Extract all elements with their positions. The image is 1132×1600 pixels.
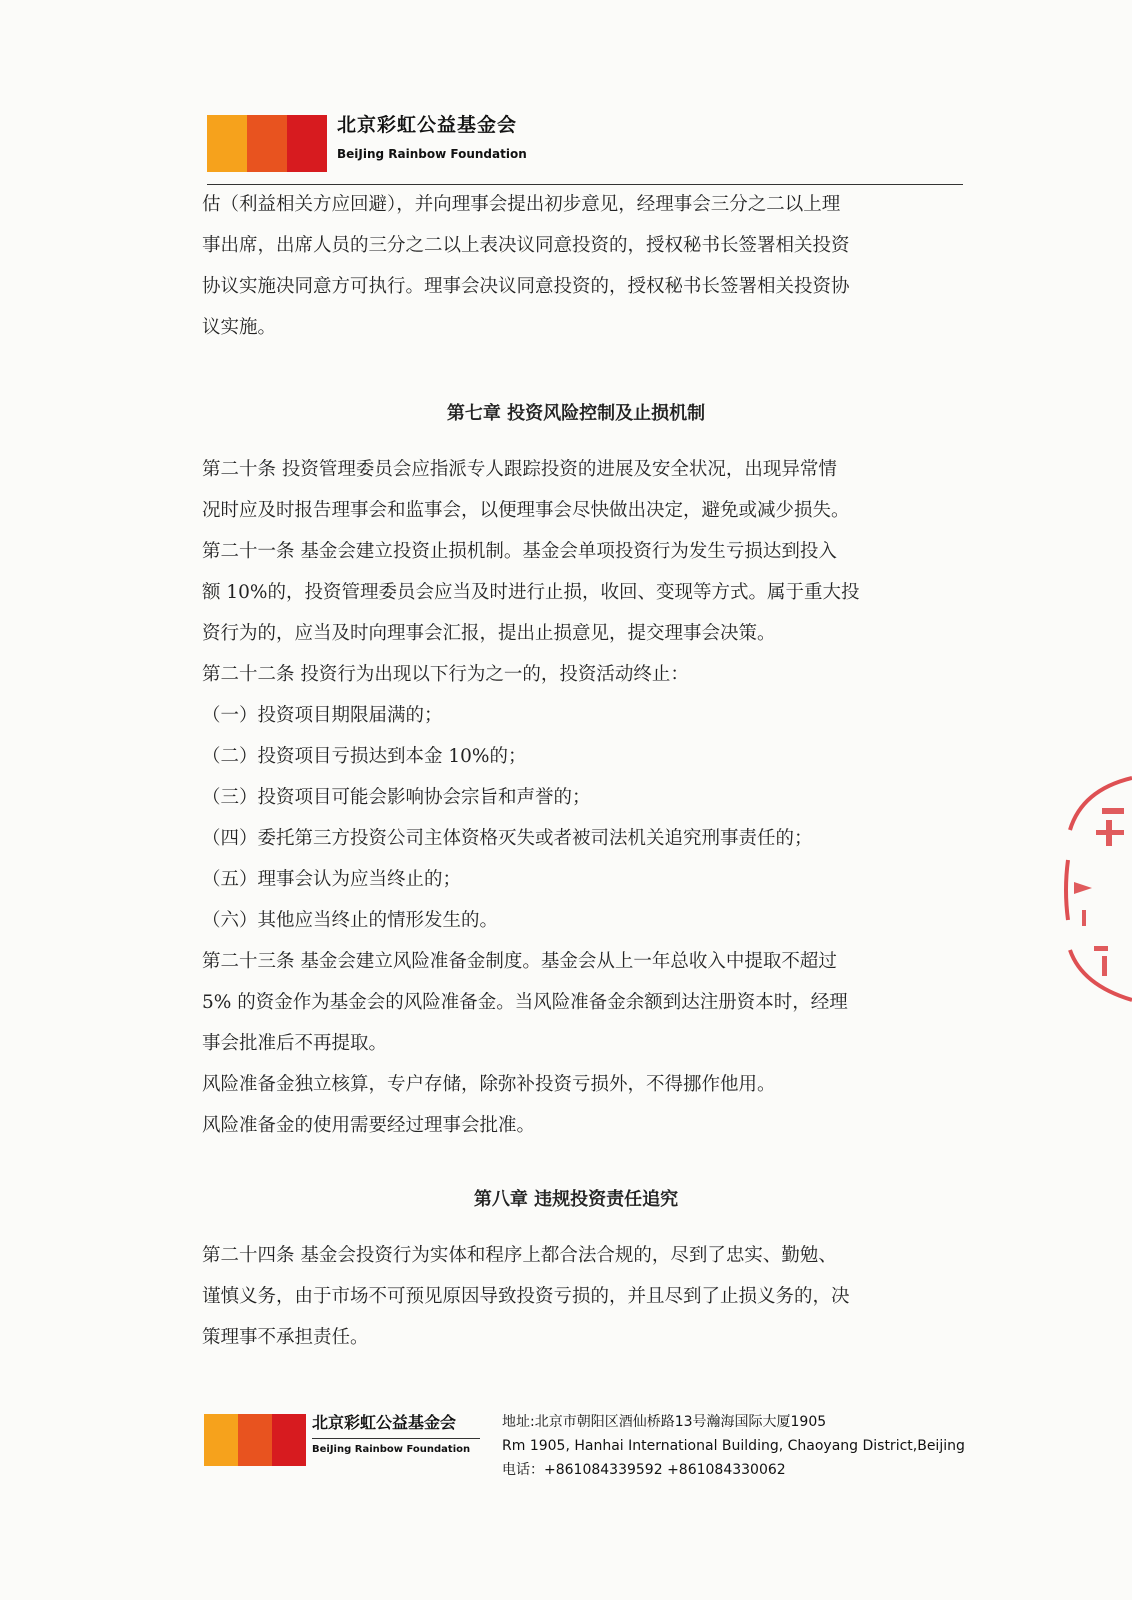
letterhead (207, 112, 963, 188)
article-24-line: 策理事不承担责任。 (202, 1327, 369, 1348)
article-20-line: 第二十条 投资管理委员会应指派专人跟踪投资的进展及安全状况，出现异常情 (202, 459, 837, 480)
article-22-item: （六）其他应当终止的情形发生的。 (202, 910, 499, 931)
footer-logo-icon (204, 1414, 306, 1466)
article-24-line: 第二十四条 基金会投资行为实体和程序上都合法合规的，尽到了忠实、勤勉、 (202, 1245, 837, 1266)
letterhead-footer (204, 1412, 1024, 1482)
article-21-line: 第二十一条 基金会建立投资止损机制。基金会单项投资行为发生亏损达到投入 (202, 541, 837, 562)
logo-red-orange-block (238, 1414, 272, 1466)
article-23-line: 5% 的资金作为基金会的风险准备金。当风险准备金余额到达注册资本时，经理 (202, 992, 848, 1013)
address-english: Rm 1905, Hanhai International Building, Chaoyang District,Beijing (502, 1438, 965, 1454)
phone-numbers: 电话：+861084339592 +861084330062 (502, 1462, 786, 1478)
footer-divider (312, 1438, 480, 1439)
intro-line: 协议实施决同意方可执行。理事会决议同意投资的，授权秘书长签署相关投资协 (202, 276, 850, 297)
article-22-item: （五）理事会认为应当终止的； (202, 869, 462, 890)
intro-line: 估（利益相关方应回避），并向理事会提出初步意见，经理事会三分之二以上理 (202, 194, 841, 215)
intro-line: 事出席，出席人员的三分之二以上表决议同意投资的，授权秘书长签署相关投资 (202, 235, 850, 256)
intro-line: 议实施。 (202, 317, 277, 338)
document-body (202, 184, 950, 1358)
letterhead-org-name (337, 112, 527, 162)
article-22-item: （二）投资项目亏损达到本金 10%的； (202, 746, 527, 767)
footer-contact (502, 1410, 965, 1482)
org-name-chinese: 北京彩虹公益基金会 (337, 114, 518, 136)
article-23-line: 风险准备金独立核算，专户存储，除弥补投资亏损外，不得挪作他用。 (202, 1074, 776, 1095)
article-22-item: （四）委托第三方投资公司主体资格灭失或者被司法机关追究刑事责任的； (202, 828, 813, 849)
article-24-line: 谨慎义务，由于市场不可预见原因导致投资亏损的，并且尽到了止损义务的，决 (202, 1286, 850, 1307)
article-22-item: （三）投资项目可能会影响协会宗旨和声誉的； (202, 787, 591, 808)
article-23-line: 第二十三条 基金会建立风险准备金制度。基金会从上一年总收入中提取不超过 (202, 951, 837, 972)
logo-red-block (287, 115, 327, 172)
article-21-line: 资行为的，应当及时向理事会汇报，提出止损意见，提交理事会决策。 (202, 623, 776, 644)
article-22-line: 第二十二条 投资行为出现以下行为之一的，投资活动终止： (202, 664, 689, 685)
seal-stamp-graphic (1062, 770, 1132, 1010)
seal-stamp-icon (1062, 770, 1132, 1010)
org-name-english: BeiJing Rainbow Foundation (337, 147, 527, 161)
article-22-item: （一）投资项目期限届满的； (202, 705, 443, 726)
article-23-line: 事会批准后不再提取。 (202, 1033, 388, 1054)
logo-orange-block (207, 115, 247, 172)
footer-org-name (312, 1412, 482, 1457)
logo-orange-block (204, 1414, 238, 1466)
logo-red-orange-block (247, 115, 287, 172)
chapter-8-title: 第八章 违规投资责任追究 (473, 1189, 679, 1210)
article-23-line: 风险准备金的使用需要经过理事会批准。 (202, 1115, 536, 1136)
article-20-line: 况时应及时报告理事会和监事会，以便理事会尽快做出决定，避免或减少损失。 (202, 500, 850, 521)
logo-red-block (272, 1414, 306, 1466)
footer-org-name-chinese: 北京彩虹公益基金会 (312, 1413, 457, 1432)
article-21-line: 额 10%的，投资管理委员会应当及时进行止损，收回、变现等方式。属于重大投 (202, 582, 860, 603)
chapter-7-title: 第七章 投资风险控制及止损机制 (446, 403, 706, 424)
address-chinese: 地址:北京市朝阳区酒仙桥路13号瀚海国际大厦1905 (502, 1414, 827, 1430)
foundation-logo-icon (207, 115, 327, 172)
footer-org-name-english: BeiJing Rainbow Foundation (312, 1444, 471, 1455)
